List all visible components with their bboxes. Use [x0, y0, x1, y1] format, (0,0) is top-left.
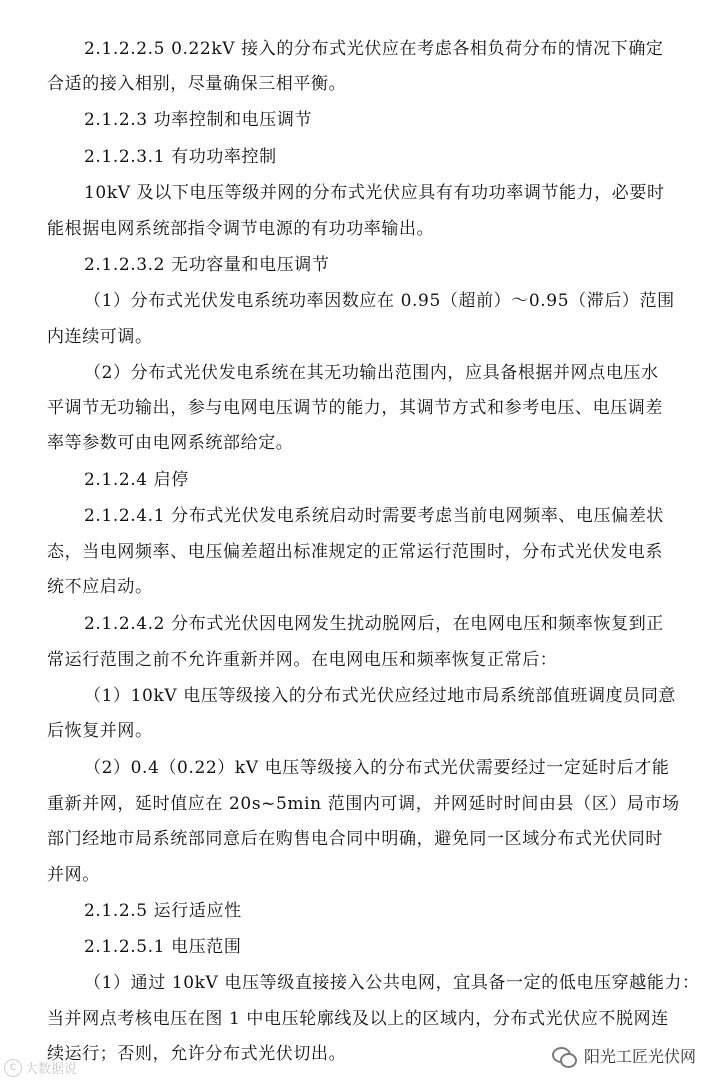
text-line: 态，当电网频率、电压偏差超出标准规定的正常运行范围时，分布式光伏发电系 [47, 542, 663, 562]
text-line: 重新并网，延时值应在 20s~5min 范围内可调，并网延时时间由县（区）局市场 [47, 794, 680, 814]
section-heading: 2.1.2.3.1 有功功率控制 [84, 147, 277, 167]
text-line: 平调节无功输出，参与电网电压调节的能力，其调节方式和参考电压、电压调差 [47, 398, 663, 418]
watermark-right [552, 1044, 696, 1067]
wechat-icon [552, 1045, 576, 1067]
watermark-left-text: 大数据说 [25, 1062, 78, 1077]
text-line: 内连续可调。 [47, 327, 153, 347]
text-line: 10kV 及以下电压等级并网的分布式光伏应具有有功功率调节能力，必要时 [84, 183, 665, 203]
text-line: 率等参数可由电网系统部给定。 [47, 433, 294, 453]
text-line: 后恢复并网。 [47, 721, 153, 741]
text-line: 2.1.2.2.5 0.22kV 接入的分布式光伏应在考虑各相负荷分布的情况下确定 [84, 39, 664, 59]
text-line: 能根据电网系统部指令调节电源的有功功率输出。 [47, 219, 435, 239]
text-line: 2.1.2.4.2 分布式光伏因电网发生扰动脱网后，在电网电压和频率恢复到正 [84, 614, 664, 634]
text-line: 并网。 [47, 865, 100, 885]
text-line: （1）通过 10kV 电压等级直接接入公共电网，宜具备一定的低电压穿越能力： [84, 973, 700, 993]
text-line: （1）分布式光伏发电系统功率因数应在 0.95（超前）～0.95（滞后）范围 [84, 291, 675, 311]
text-line: 部门经地市局系统部同意后在购售电合同中明确，避免同一区域分布式光伏同时 [47, 829, 663, 849]
text-line: （2）0.4（0.22）kV 电压等级接入的分布式光伏需要经过一定延时后才能 [84, 758, 670, 778]
text-line: 2.1.2.4.1 分布式光伏发电系统启动时需要考虑当前电网频率、电压偏差状 [84, 506, 664, 526]
copyright-icon: C [4, 1059, 22, 1077]
section-heading: 2.1.2.4 启停 [84, 470, 189, 490]
text-line: 当并网点考核电压在图 1 中电压轮廓线及以上的区域内，分布式光伏应不脱网连 [47, 1009, 669, 1029]
section-heading: 2.1.2.5.1 电压范围 [84, 937, 242, 957]
text-line: 常运行范围之前不允许重新并网。在电网电压和频率恢复正常后： [47, 650, 558, 670]
text-line: （2）分布式光伏发电系统在其无功输出范围内，应具备根据并网点电压水 [84, 363, 659, 383]
section-heading: 2.1.2.3 功率控制和电压调节 [84, 110, 313, 130]
text-line: 合适的接入相别，尽量确保三相平衡。 [47, 74, 347, 94]
section-heading: 2.1.2.3.2 无功容量和电压调节 [84, 255, 330, 275]
watermark-right-text: 阳光工匠光伏网 [584, 1047, 697, 1066]
text-line: （1）10kV 电压等级接入的分布式光伏应经过地市局系统部值班调度员同意 [84, 686, 677, 706]
watermark-left [4, 1058, 77, 1077]
section-heading: 2.1.2.5 运行适应性 [84, 901, 242, 921]
text-line: 统不应启动。 [47, 577, 153, 597]
text-line: 续运行；否则，允许分布式光伏切出。 [47, 1044, 347, 1064]
